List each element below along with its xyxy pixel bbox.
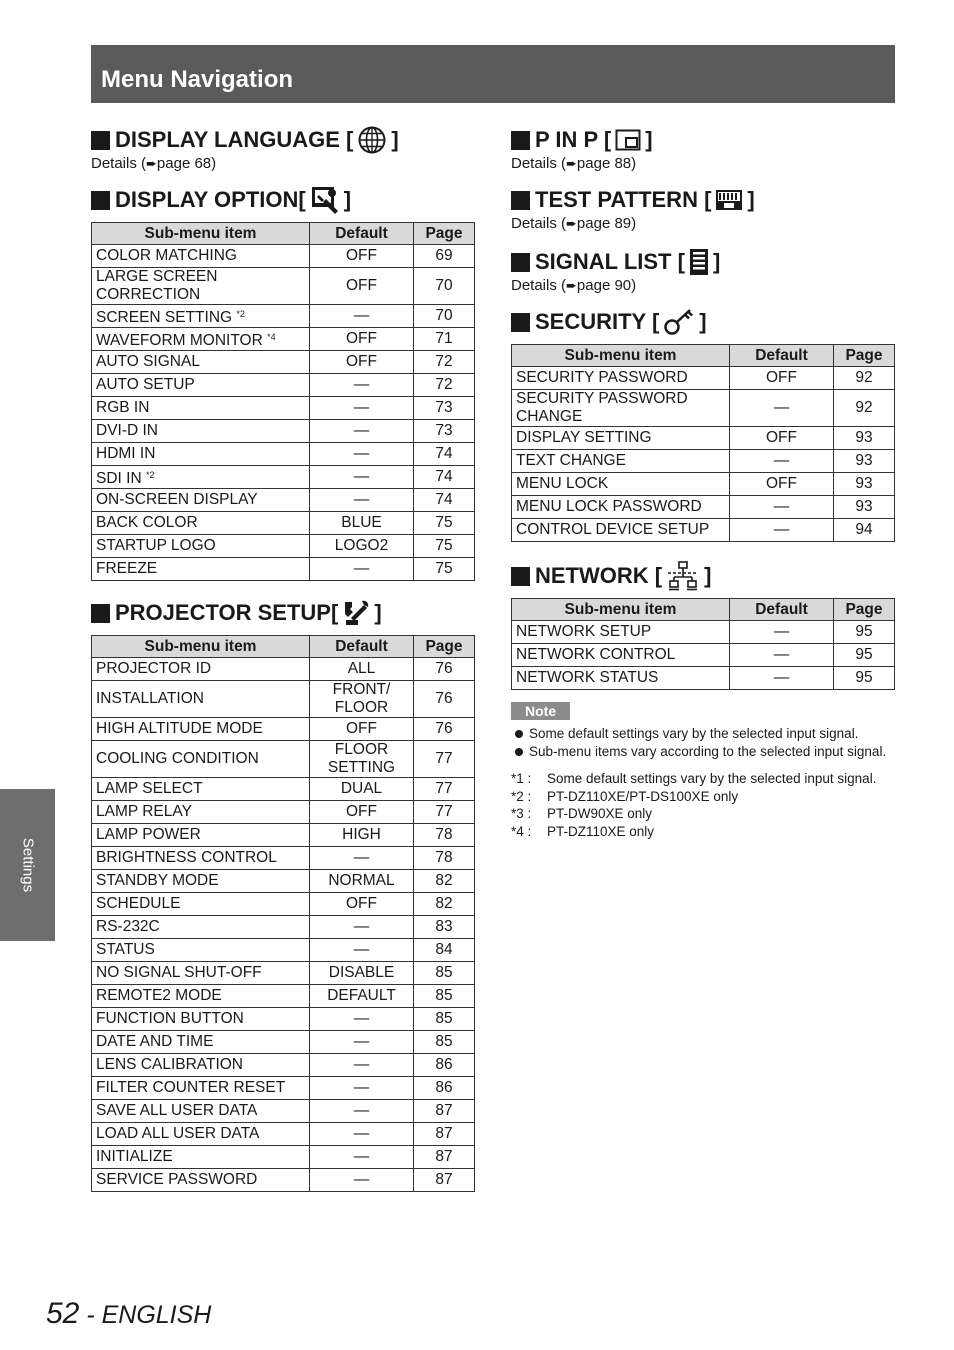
col-header-page: Page (834, 599, 895, 621)
cell-page: 83 (414, 916, 475, 939)
left-column (91, 124, 475, 1192)
cell-item: NO SIGNAL SHUT-OFF (92, 962, 310, 985)
table-row (92, 1077, 475, 1100)
table-row (92, 824, 475, 847)
cell-default: FRONT/ FLOOR (310, 681, 414, 718)
network-table (511, 598, 895, 690)
pinp-heading: P IN P [ ] (511, 124, 895, 156)
cell-item: LENS CALIBRATION (92, 1054, 310, 1077)
note-bullet: Sub-menu items vary according to the selected input signal. (511, 743, 895, 761)
table-row (92, 778, 475, 801)
cell-page: 76 (414, 718, 475, 741)
col-header-default: Default (730, 345, 834, 367)
cell-page: 93 (834, 427, 895, 450)
cell-default: OFF (730, 367, 834, 390)
table-row (512, 427, 895, 450)
cell-page: 84 (414, 939, 475, 962)
pinp-details: Details (➨page 88) (511, 155, 637, 172)
header-bar (91, 45, 895, 103)
cell-item: SCREEN SETTING $^{*2}$ (92, 305, 310, 328)
cell-page: 70 (414, 305, 475, 328)
cell-page: 72 (414, 374, 475, 397)
cell-item: MENU LOCK (512, 473, 730, 496)
cell-default: — (310, 558, 414, 581)
table-row (92, 374, 475, 397)
cell-item: HIGH ALTITUDE MODE (92, 718, 310, 741)
table-row (92, 268, 475, 305)
table-row (92, 801, 475, 824)
cell-item: AUTO SIGNAL (92, 351, 310, 374)
cell-page: 93 (834, 473, 895, 496)
security-table (511, 344, 895, 542)
section-marker (511, 131, 530, 150)
page-number (46, 1296, 211, 1337)
cell-item: DVI-D IN (92, 420, 310, 443)
cell-page: 92 (834, 390, 895, 427)
cell-page: 70 (414, 268, 475, 305)
cell-item: SECURITY PASSWORD CHANGE (512, 390, 730, 427)
cell-default: OFF (310, 328, 414, 351)
cell-page: 87 (414, 1100, 475, 1123)
cell-default: — (310, 420, 414, 443)
cell-item: COLOR MATCHING (92, 245, 310, 268)
cell-default: — (730, 667, 834, 690)
cell-page: 86 (414, 1077, 475, 1100)
cell-item: STANDBY MODE (92, 870, 310, 893)
cell-page: 75 (414, 535, 475, 558)
cell-item: ON-SCREEN DISPLAY (92, 489, 310, 512)
cell-default: — (730, 450, 834, 473)
cell-page: 76 (414, 658, 475, 681)
cell-default: — (310, 1031, 414, 1054)
cell-default: — (310, 374, 414, 397)
section-marker (511, 253, 530, 272)
cell-default: HIGH (310, 824, 414, 847)
display-option-rows (92, 245, 475, 581)
cell-default: DEFAULT (310, 985, 414, 1008)
col-header-default: Default (310, 636, 414, 658)
cell-page: 75 (414, 512, 475, 535)
cell-item: BACK COLOR (92, 512, 310, 535)
cell-default: FLOOR SETTING (310, 741, 414, 778)
test-pattern-icon (715, 189, 743, 211)
cell-page: 82 (414, 870, 475, 893)
right-column (511, 124, 895, 840)
cell-default: — (310, 1008, 414, 1031)
cell-item: REMOTE2 MODE (92, 985, 310, 1008)
cell-page: 76 (414, 681, 475, 718)
cell-default: — (310, 443, 414, 466)
cell-item: DATE AND TIME (92, 1031, 310, 1054)
cell-page: 74 (414, 443, 475, 466)
table-row (92, 245, 475, 268)
cell-item: FILTER COUNTER RESET (92, 1077, 310, 1100)
cell-item: SECURITY PASSWORD (512, 367, 730, 390)
signal-list-details: Details (➨page 90) (511, 277, 637, 294)
cell-item: SERVICE PASSWORD (92, 1169, 310, 1192)
cell-item: AUTO SETUP (92, 374, 310, 397)
cell-page: 77 (414, 778, 475, 801)
cell-page: 95 (834, 644, 895, 667)
projector-setup-rows (92, 658, 475, 1192)
col-header-page: Page (414, 223, 475, 245)
section-marker (511, 567, 530, 586)
table-row (92, 305, 475, 328)
cell-default: — (730, 621, 834, 644)
display-option-table (91, 222, 475, 581)
page-reference-link[interactable]: page 88) (576, 155, 637, 172)
cell-default: — (310, 939, 414, 962)
cell-page: 77 (414, 801, 475, 824)
table-row (512, 621, 895, 644)
cell-item: SAVE ALL USER DATA (92, 1100, 310, 1123)
cell-page: 73 (414, 420, 475, 443)
cell-item: NETWORK SETUP (512, 621, 730, 644)
table-row (512, 667, 895, 690)
cell-default: OFF (310, 801, 414, 824)
cell-default: OFF (310, 893, 414, 916)
cell-item: RGB IN (92, 397, 310, 420)
footnote: *1 : Some default settings vary by the selected input signal. (511, 771, 877, 786)
table-row (512, 367, 895, 390)
cell-default: OFF (730, 427, 834, 450)
cell-item: BRIGHTNESS CONTROL (92, 847, 310, 870)
cell-item: PROJECTOR ID (92, 658, 310, 681)
cell-default: — (730, 644, 834, 667)
cell-page: 69 (414, 245, 475, 268)
cell-default: — (310, 916, 414, 939)
security-rows (512, 367, 895, 542)
cell-page: 85 (414, 985, 475, 1008)
table-row (92, 443, 475, 466)
cell-page: 78 (414, 847, 475, 870)
table-row (92, 558, 475, 581)
table-row (92, 1031, 475, 1054)
note-label: Note (511, 702, 570, 720)
cell-default: — (310, 1077, 414, 1100)
cell-default: OFF (730, 473, 834, 496)
table-row (512, 390, 895, 427)
cell-item: CONTROL DEVICE SETUP (512, 519, 730, 542)
cell-default: — (730, 519, 834, 542)
cell-page: 78 (414, 824, 475, 847)
arrow-right-icon: ➨ (566, 278, 577, 293)
display-language-heading: DISPLAY LANGUAGE [ ] (91, 124, 475, 156)
table-row (92, 1123, 475, 1146)
footnote: *4 : PT-DZ110XE only (511, 823, 655, 839)
projector-setup-heading: PROJECTOR SETUP[ ] (91, 597, 475, 629)
footnotes (511, 770, 895, 840)
cell-item: FUNCTION BUTTON (92, 1008, 310, 1031)
cell-page: 73 (414, 397, 475, 420)
security-heading: SECURITY [ ] (511, 306, 895, 338)
section-marker (91, 131, 110, 150)
display-option-icon (310, 185, 340, 215)
cell-item: LAMP POWER (92, 824, 310, 847)
cell-item: STARTUP LOGO (92, 535, 310, 558)
page-reference-link[interactable]: page 89) (576, 215, 637, 232)
table-header-row (512, 599, 895, 621)
projector-setup-table (91, 635, 475, 1192)
cell-default: LOGO2 (310, 535, 414, 558)
arrow-right-icon: ➨ (566, 156, 577, 171)
cell-item: STATUS (92, 939, 310, 962)
network-icon (666, 561, 700, 591)
cell-page: 93 (834, 450, 895, 473)
table-row (92, 1100, 475, 1123)
cell-default: — (310, 466, 414, 489)
table-row (92, 962, 475, 985)
cell-default: OFF (310, 351, 414, 374)
section-marker (511, 313, 530, 332)
cell-default: DUAL (310, 778, 414, 801)
table-row (512, 450, 895, 473)
page-title: Menu Navigation (101, 66, 294, 93)
section-marker (91, 604, 110, 623)
cell-page: 87 (414, 1169, 475, 1192)
section-marker (511, 191, 530, 210)
side-tab-label: Settings (19, 837, 36, 893)
footnote-ref: *4 (267, 332, 276, 342)
table-row (92, 1008, 475, 1031)
display-option-heading: DISPLAY OPTION[ ] (91, 184, 475, 216)
cell-page: 93 (834, 496, 895, 519)
cell-default: NORMAL (310, 870, 414, 893)
table-row (92, 397, 475, 420)
col-header-page: Page (834, 345, 895, 367)
page-reference-link[interactable]: page 90) (576, 277, 637, 294)
cell-item: HDMI IN (92, 443, 310, 466)
cell-default: ALL (310, 658, 414, 681)
note-list (511, 725, 895, 760)
page-number-value: 52 (46, 1297, 80, 1330)
table-row (92, 1054, 475, 1077)
signal-list-heading: SIGNAL LIST [ ] (511, 246, 895, 278)
cell-default: — (730, 390, 834, 427)
table-row (92, 1146, 475, 1169)
arrow-right-icon: ➨ (566, 216, 577, 231)
cell-default: OFF (310, 245, 414, 268)
table-row (92, 985, 475, 1008)
cell-page: 82 (414, 893, 475, 916)
table-row (92, 489, 475, 512)
cell-item: DISPLAY SETTING (512, 427, 730, 450)
cell-item: SCHEDULE (92, 893, 310, 916)
table-row (512, 519, 895, 542)
table-row (92, 893, 475, 916)
cell-default: — (310, 305, 414, 328)
cell-item: NETWORK CONTROL (512, 644, 730, 667)
cell-default: — (730, 496, 834, 519)
cell-item: TEXT CHANGE (512, 450, 730, 473)
col-header-item: Sub-menu item (512, 599, 730, 621)
cell-page: 71 (414, 328, 475, 351)
cell-page: 87 (414, 1146, 475, 1169)
table-row (92, 420, 475, 443)
footnote: *2 : PT-DZ110XE/PT-DS100XE only (511, 788, 739, 804)
cell-page: 95 (834, 621, 895, 644)
cell-default: — (310, 1100, 414, 1123)
table-row (92, 351, 475, 374)
table-row (512, 496, 895, 519)
cell-item: LAMP SELECT (92, 778, 310, 801)
table-row (92, 681, 475, 718)
cell-page: 94 (834, 519, 895, 542)
table-row (512, 473, 895, 496)
cell-default: — (310, 1146, 414, 1169)
table-row (92, 939, 475, 962)
pinp-icon (615, 129, 641, 151)
cell-default: BLUE (310, 512, 414, 535)
cell-item: INSTALLATION (92, 681, 310, 718)
cell-page: 85 (414, 1008, 475, 1031)
cell-item: INITIALIZE (92, 1146, 310, 1169)
cell-default: OFF (310, 718, 414, 741)
display-language-details: Details (➨page 68) (91, 155, 217, 172)
table-header-row (92, 223, 475, 245)
cell-page: 74 (414, 466, 475, 489)
cell-page: 85 (414, 1031, 475, 1054)
table-row (92, 466, 475, 489)
table-row (92, 741, 475, 778)
section-marker (91, 191, 110, 210)
table-header-row (512, 345, 895, 367)
cell-page: 87 (414, 1123, 475, 1146)
globe-icon (357, 125, 387, 155)
table-header-row (92, 636, 475, 658)
projector-setup-icon (342, 598, 370, 628)
cell-default: — (310, 489, 414, 512)
key-icon (663, 308, 695, 336)
test-pattern-heading: TEST PATTERN [ ] (511, 184, 895, 216)
cell-default: — (310, 1054, 414, 1077)
cell-item: RS-232C (92, 916, 310, 939)
network-heading: NETWORK [ ] (511, 560, 895, 592)
network-rows (512, 621, 895, 690)
cell-default: — (310, 1123, 414, 1146)
table-row (92, 847, 475, 870)
cell-page: 85 (414, 962, 475, 985)
cell-page: 92 (834, 367, 895, 390)
cell-page: 86 (414, 1054, 475, 1077)
cell-page: 77 (414, 741, 475, 778)
arrow-right-icon: ➨ (146, 156, 157, 171)
cell-item: LOAD ALL USER DATA (92, 1123, 310, 1146)
footnote-ref: *2 (236, 309, 245, 319)
cell-item: FREEZE (92, 558, 310, 581)
page-language: - ENGLISH (79, 1301, 212, 1329)
cell-default: — (310, 397, 414, 420)
cell-page: 95 (834, 667, 895, 690)
cell-default: OFF (310, 268, 414, 305)
table-row (92, 718, 475, 741)
table-row (92, 328, 475, 351)
cell-default: — (310, 847, 414, 870)
cell-item: COOLING CONDITION (92, 741, 310, 778)
cell-item: WAVEFORM MONITOR $^{*4}$ (92, 328, 310, 351)
cell-default: — (310, 1169, 414, 1192)
cell-page: 72 (414, 351, 475, 374)
cell-item: LAMP RELAY (92, 801, 310, 824)
footnote: *3 : PT-DW90XE only (511, 806, 653, 821)
cell-page: 74 (414, 489, 475, 512)
cell-default: DISABLE (310, 962, 414, 985)
page-reference-link[interactable]: page 68) (156, 155, 217, 172)
col-header-item: Sub-menu item (512, 345, 730, 367)
footnote-ref: *2 (145, 470, 155, 480)
note-bullet: Some default settings vary by the selected input signal. (511, 725, 895, 743)
cell-item: NETWORK STATUS (512, 667, 730, 690)
cell-item: SDI IN $^{*2}$ (92, 466, 310, 489)
col-header-default: Default (730, 599, 834, 621)
table-row (92, 1169, 475, 1192)
col-header-default: Default (310, 223, 414, 245)
col-header-item: Sub-menu item (92, 223, 310, 245)
cell-page: 75 (414, 558, 475, 581)
table-row (92, 870, 475, 893)
cell-item: LARGE SCREEN CORRECTION (92, 268, 310, 305)
table-row (92, 658, 475, 681)
table-row (92, 512, 475, 535)
signal-list-icon (689, 248, 709, 276)
test-pattern-details: Details (➨page 89) (511, 215, 637, 232)
col-header-item: Sub-menu item (92, 636, 310, 658)
table-row (92, 916, 475, 939)
side-tab-settings (0, 789, 55, 941)
col-header-page: Page (414, 636, 475, 658)
cell-item: MENU LOCK PASSWORD (512, 496, 730, 519)
table-row (92, 535, 475, 558)
table-row (512, 644, 895, 667)
